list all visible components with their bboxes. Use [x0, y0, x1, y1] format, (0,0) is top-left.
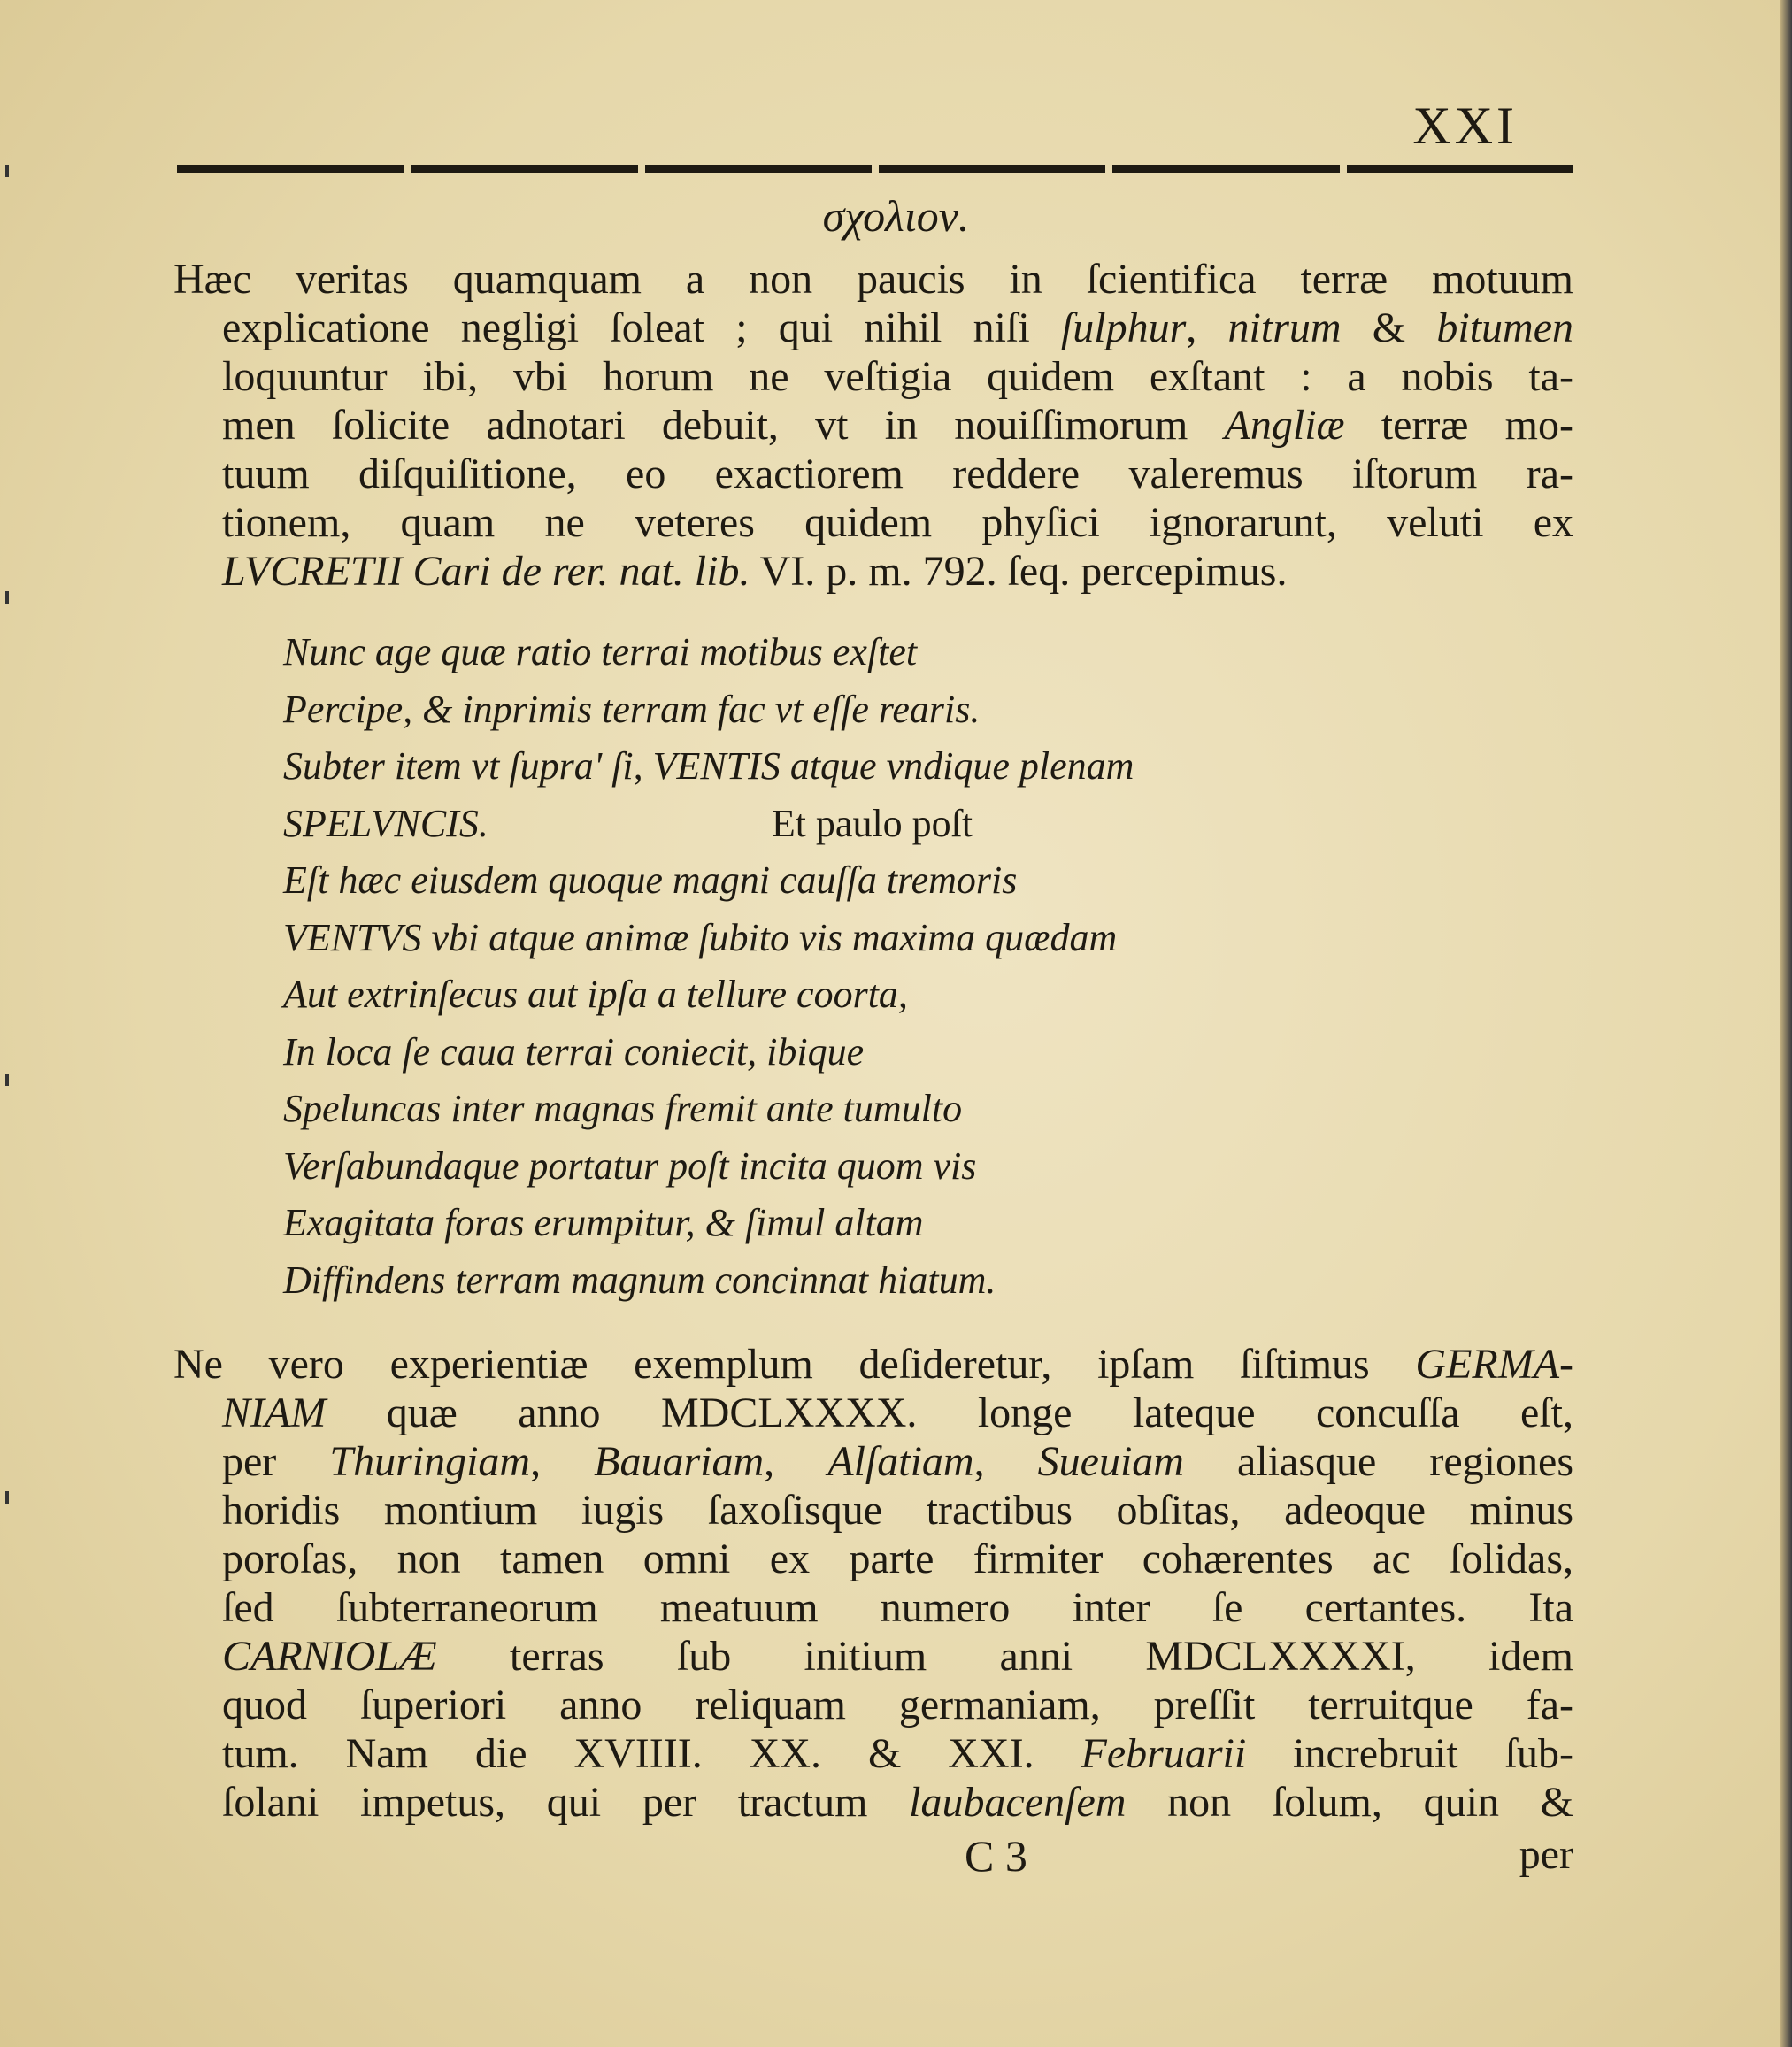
- verse-line: In loca ſe caua terrai coniecit, ibique: [283, 1029, 865, 1074]
- text-line: ſolani impetus, qui per tractum laubacenſem non ſolum, quin &: [222, 1779, 1574, 1826]
- text-line: tionem, quam ne veteres quidem phyſici ignorarunt, veluti ex: [222, 499, 1573, 546]
- text-line: men ſolicite adnotari debuit, vt in nouiſſimorum Angliæ terræ mo-: [222, 402, 1573, 449]
- text-line: NIAM quæ anno MDCLXXXX. longe lateque concuſſa eſt,: [222, 1389, 1573, 1436]
- text-line: explicatione negligi ſoleat ; qui nihil niſi ſulphur, nitrum & bitumen: [222, 304, 1573, 351]
- header-rule: [177, 165, 1573, 173]
- margin-mark: [5, 1074, 9, 1086]
- text-line: tum. Nam die XVIIII. XX. & XXI. Februarii increbruit ſub-: [222, 1730, 1573, 1777]
- text-line: per Thuringiam, Bauariam, Alſatiam, Sueuiam aliasque regiones: [222, 1438, 1573, 1485]
- text-line: poroſas, non tamen omni ex parte firmiter cohærentes ac ſolidas,: [222, 1535, 1573, 1582]
- page-edge: [1780, 0, 1792, 2047]
- text-line: Hæc veritas quamquam a non paucis in ſcientifica terræ motuum: [173, 256, 1573, 303]
- verse-line: Eſt hæc eiusdem quoque magni cauſſa tremoris: [283, 858, 1018, 902]
- verse-line: Verſabundaque portatur poſt incita quom vis: [283, 1143, 977, 1188]
- margin-mark: [5, 1491, 9, 1504]
- verse-line: Diffindens terram magnum concinnat hiatum.: [283, 1258, 996, 1302]
- text-line: quod ſuperiori anno reliquam germaniam, preſſit terruitque fa-: [222, 1681, 1573, 1728]
- text-line: LVCRETII Cari de rer. nat. lib. VI. p. m. 792. ſeq. percepimus.: [222, 548, 1288, 595]
- verse-line: Aut extrinſecus aut ipſa a tellure coorta,: [283, 973, 908, 1016]
- margin-mark: [5, 591, 9, 604]
- verse-line: Nunc age quæ ratio terrai motibus exſtet: [283, 630, 918, 673]
- paragraph-scholion: [173, 255, 1573, 596]
- paragraph-germania: [173, 1340, 1573, 1827]
- text-line: horidis montium iugis ſaxoſisque tractibus obſitas, adeoque minus: [222, 1487, 1573, 1534]
- text-line: ſed ſubterraneorum meatuum numero inter ſe certantes. Ita: [222, 1584, 1573, 1631]
- text-line: loquuntur ibi, vbi horum ne veſtigia quidem exſtant : a nobis ta-: [222, 353, 1573, 400]
- text-line: CARNIOLÆ terras ſub initium anni MDCLXXXXI, idem: [222, 1633, 1573, 1680]
- verse-quotation: [283, 624, 1504, 1309]
- verse-line: Subter item vt ſupra' ſi, VENTIS atque vndique plenam: [283, 744, 1134, 788]
- verse-line: Percipe, & inprimis terram fac vt eſſe rearis.: [283, 687, 981, 731]
- section-heading: σχολιον.: [822, 191, 970, 241]
- verse-line: Speluncas inter magnas fremit ante tumulto: [283, 1087, 963, 1130]
- text-line: Ne vero experientiæ exemplum deſideretur, ipſam ſiſtimus GERMA-: [173, 1341, 1573, 1388]
- verse-line: Exagitata foras erumpitur, & ſimul altam: [283, 1201, 924, 1244]
- verse-line: SPELVNCIS. Et paulo poſt: [283, 801, 973, 845]
- signature-mark: C 3: [965, 1831, 1027, 1881]
- margin-mark: [5, 165, 9, 177]
- text-line: tuum diſquiſitione, eo exactiorem reddere valeremus iſtorum ra-: [222, 450, 1573, 497]
- verse-line: VENTVS vbi atque animæ ſubito vis maxima quædam: [283, 915, 1118, 959]
- catchword: per: [1519, 1831, 1573, 1878]
- page-number: XXI: [1412, 96, 1518, 155]
